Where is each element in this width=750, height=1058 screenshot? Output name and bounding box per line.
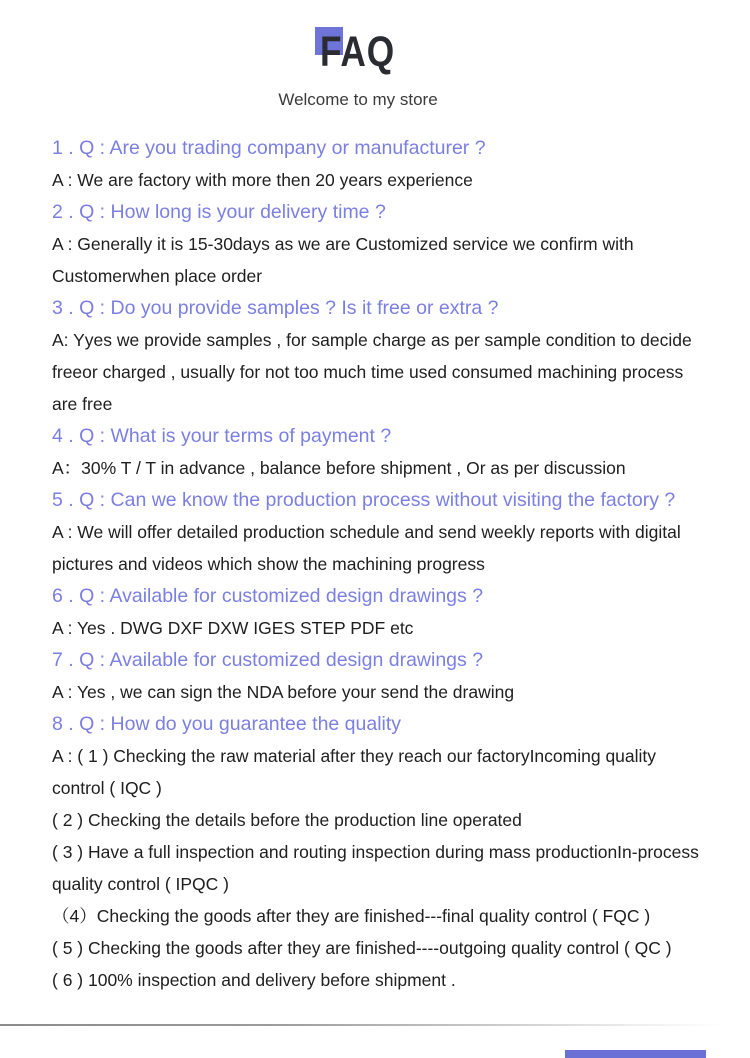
faq-answer-line: A : Yes . DWG DXF DXW IGES STEP PDF etc bbox=[52, 618, 414, 638]
faq-question: 4 . Q : What is your terms of payment ? bbox=[52, 425, 392, 447]
faq-question: 7 . Q : Available for customized design drawings ? bbox=[52, 649, 484, 671]
bottom-divider bbox=[0, 1024, 750, 1026]
faq-answer-line: A : Generally it is 15-30days as we are Customized service we confirm with bbox=[52, 234, 634, 254]
faq-question: 2 . Q : How long is your delivery time ? bbox=[52, 201, 386, 223]
faq-question: 1 . Q : Are you trading company or manufacturer ? bbox=[52, 137, 486, 159]
faq-answer-line: （4）Checking the goods after they are finished---final quality control ( FQC ) bbox=[52, 906, 651, 926]
bottom-accent-bar bbox=[565, 1050, 706, 1058]
faq-question: 6 . Q : Available for customized design drawings ? bbox=[52, 585, 484, 607]
faq-answer-line: A：30% T / T in advance , balance before shipment , Or as per discussion bbox=[52, 458, 626, 478]
faq-answer-line: A : ( 1 ) Checking the raw material after they reach our factoryIncoming quality bbox=[52, 746, 657, 766]
page-title: FAQ bbox=[320, 28, 395, 76]
welcome-subtitle: Welcome to my store bbox=[278, 90, 438, 109]
faq-answer-line: A : Yes , we can sign the NDA before your send the drawing bbox=[52, 682, 515, 702]
faq-answer-line: quality control ( IPQC ) bbox=[52, 874, 229, 894]
faq-answer-line: ( 5 ) Checking the goods after they are finished----outgoing quality control ( QC ) bbox=[52, 938, 672, 958]
faq-question: 8 . Q : How do you guarantee the quality bbox=[52, 713, 402, 735]
faq-answer-line: ( 2 ) Checking the details before the production line operated bbox=[52, 810, 522, 830]
faq-answer-line: ( 6 ) 100% inspection and delivery before shipment . bbox=[52, 970, 456, 990]
faq-answer-line: A : We are factory with more then 20 years experience bbox=[52, 170, 473, 190]
faq-answer-line: ( 3 ) Have a full inspection and routing inspection during mass productionIn-process bbox=[52, 842, 699, 862]
faq-list bbox=[52, 132, 732, 996]
faq-answer-line: freeor charged , usually for not too much time used consumed machining process bbox=[52, 362, 684, 382]
faq-answer-line: are free bbox=[52, 394, 113, 414]
faq-answer-line: A: Yyes we provide samples , for sample charge as per sample condition to decide bbox=[52, 330, 692, 350]
faq-question: 3 . Q : Do you provide samples ? Is it free or extra ? bbox=[52, 297, 499, 319]
faq-answer-line: control ( IQC ) bbox=[52, 778, 162, 798]
faq-answer-line: pictures and videos which show the machining progress bbox=[52, 554, 485, 574]
faq-answer-line: Customerwhen place order bbox=[52, 266, 263, 286]
faq-answer-line: A : We will offer detailed production schedule and send weekly reports with digital bbox=[52, 522, 681, 542]
faq-question: 5 . Q : Can we know the production process without visiting the factory ? bbox=[52, 489, 676, 511]
